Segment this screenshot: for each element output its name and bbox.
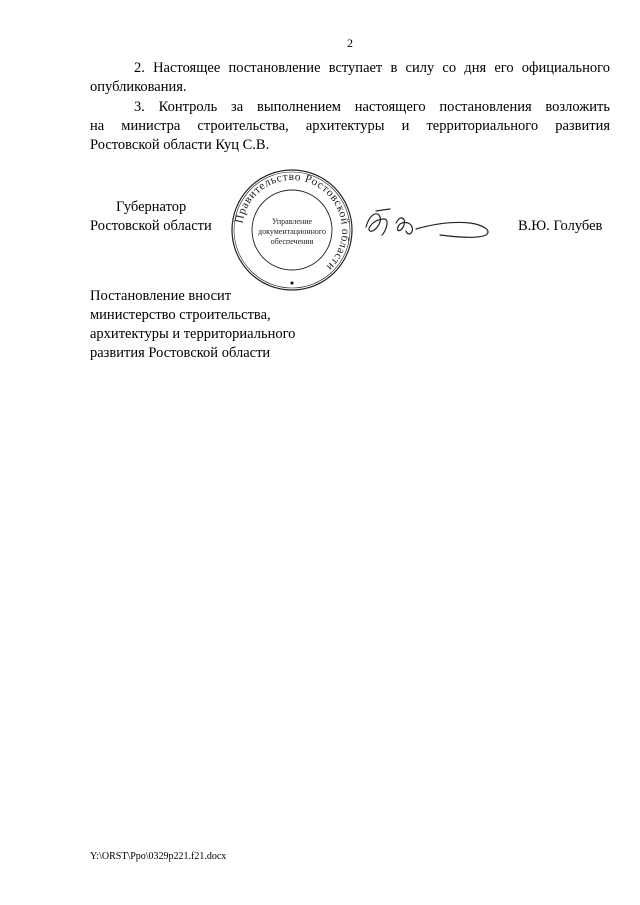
seal-inner-line-1: Управление	[271, 217, 313, 226]
page-number	[0, 36, 640, 51]
paragraph-2-line-1: 2. Настоящее постановление вступает в силу со дня его официального	[134, 60, 610, 76]
submitted-by-line-1: Постановление вносит	[90, 288, 232, 304]
governor-title	[90, 198, 212, 236]
governor-title-line-2: Ростовской области	[90, 218, 212, 234]
paragraph-3	[90, 98, 610, 155]
submitted-by-line-2: министерство строительства,	[90, 307, 271, 323]
submitted-by	[90, 287, 295, 363]
paragraph-3-line-2: на министра строительства, архитектуры и территориального развития	[90, 118, 610, 134]
page-number-text: 2	[347, 36, 353, 50]
paragraph-3-line-3: Ростовской области Куц С.В.	[90, 137, 270, 153]
signer-name: В.Ю. Голубев	[518, 218, 603, 234]
paragraph-3-line-1: 3. Контроль за выполнением настоящего постановления возложить	[134, 99, 610, 115]
paragraph-2-line-2: опубликования.	[90, 79, 187, 95]
paragraph-2	[90, 59, 610, 97]
handwritten-signature	[360, 205, 500, 245]
seal-outer-text: Правительство Ростовской области	[233, 170, 352, 274]
submitted-by-line-4: развития Ростовской области	[90, 345, 271, 361]
submitted-by-line-3: архитектуры и территориального	[90, 326, 296, 342]
seal-inner-line-2: документационного	[258, 227, 326, 236]
footer-file-path: Y:\ORST\Ppo\0329p221.f21.docx	[90, 851, 227, 862]
seal-inner-line-3: обеспечения	[270, 237, 314, 246]
official-seal	[230, 168, 354, 292]
governor-title-line-1: Губернатор	[116, 199, 187, 215]
